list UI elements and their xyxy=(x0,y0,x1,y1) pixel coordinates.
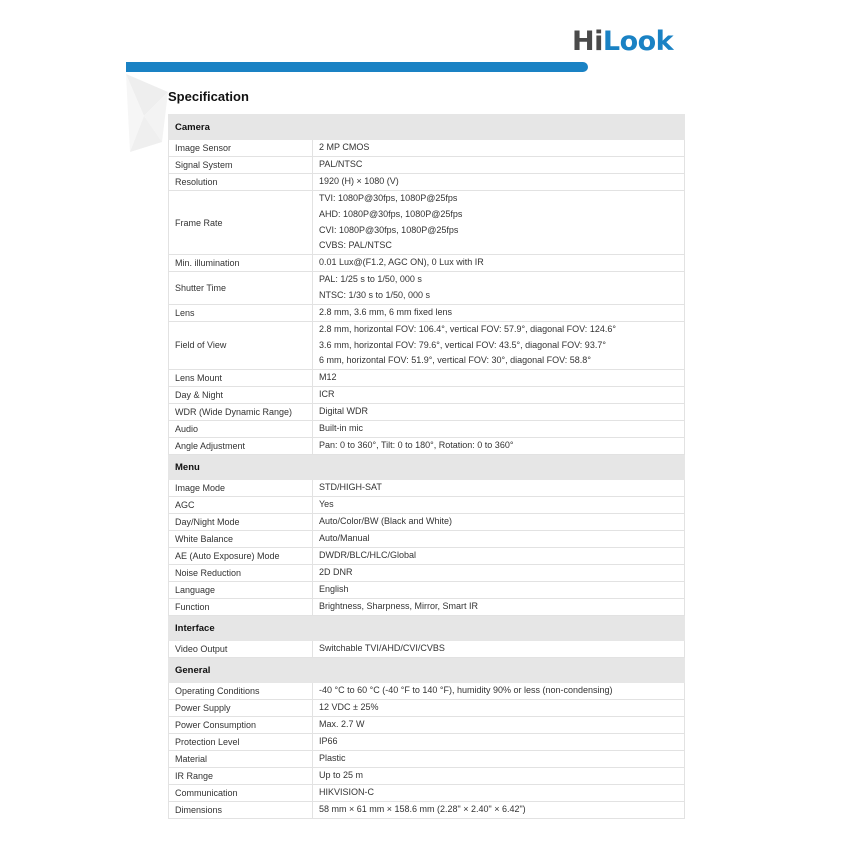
spec-value-line: 6 mm, horizontal FOV: 51.9°, vertical FOV: 30°, diagonal FOV: 58.8° xyxy=(319,355,591,366)
spec-key: Audio xyxy=(169,421,313,438)
section-header-interface xyxy=(169,616,685,641)
spec-key: AGC xyxy=(169,497,313,514)
spec-key: Field of View xyxy=(169,321,313,369)
spec-value-line: Auto/Manual xyxy=(319,533,370,544)
spec-table xyxy=(168,114,685,819)
table-row xyxy=(169,387,685,404)
spec-value xyxy=(313,582,685,599)
table-row xyxy=(169,438,685,455)
spec-key: Material xyxy=(169,751,313,768)
spec-value-line: 58 mm × 61 mm × 158.6 mm (2.28" × 2.40" × 6.42") xyxy=(319,804,526,815)
spec-key: Resolution xyxy=(169,174,313,191)
spec-value-line: AHD: 1080P@30fps, 1080P@25fps xyxy=(319,208,463,219)
spec-value-line: Max. 2.7 W xyxy=(319,719,365,730)
spec-value-line: 2.8 mm, 3.6 mm, 6 mm fixed lens xyxy=(319,306,453,317)
spec-key: WDR (Wide Dynamic Range) xyxy=(169,404,313,421)
spec-key: White Balance xyxy=(169,531,313,548)
spec-key: Function xyxy=(169,599,313,616)
spec-value xyxy=(313,751,685,768)
spec-value-line: Plastic xyxy=(319,753,346,764)
table-row xyxy=(169,700,685,717)
spec-value-line: M12 xyxy=(319,372,337,383)
table-row xyxy=(169,531,685,548)
spec-key: Min. illumination xyxy=(169,255,313,272)
spec-value-line: NTSC: 1/30 s to 1/50, 000 s xyxy=(319,289,431,300)
spec-value-line: Built-in mic xyxy=(319,423,364,434)
table-row xyxy=(169,370,685,387)
section-heading: Menu xyxy=(169,455,685,480)
spec-key: Angle Adjustment xyxy=(169,438,313,455)
spec-key: Communication xyxy=(169,785,313,802)
table-row xyxy=(169,599,685,616)
spec-value-line: ICR xyxy=(319,389,335,400)
spec-value-line: HIKVISION-C xyxy=(319,787,375,798)
spec-value xyxy=(313,191,685,255)
table-row xyxy=(169,255,685,272)
table-row xyxy=(169,421,685,438)
spec-value xyxy=(313,531,685,548)
logo-look: Look xyxy=(602,26,674,57)
spec-value-line: English xyxy=(319,584,349,595)
spec-key: Power Supply xyxy=(169,700,313,717)
spec-value-line: CVBS: PAL/NTSC xyxy=(319,240,392,251)
spec-key: Image Sensor xyxy=(169,140,313,157)
spec-value-line: IP66 xyxy=(319,736,338,747)
table-row xyxy=(169,304,685,321)
table-row xyxy=(169,157,685,174)
spec-value xyxy=(313,157,685,174)
table-row xyxy=(169,272,685,305)
spec-value-line: Pan: 0 to 360°, Tilt: 0 to 180°, Rotation: 0 to 360° xyxy=(319,440,514,451)
spec-key: Protection Level xyxy=(169,734,313,751)
section-heading: General xyxy=(169,658,685,683)
table-row xyxy=(169,641,685,658)
table-row xyxy=(169,802,685,819)
spec-key: Dimensions xyxy=(169,802,313,819)
spec-value xyxy=(313,734,685,751)
spec-value xyxy=(313,802,685,819)
spec-value-line: Digital WDR xyxy=(319,406,369,417)
spec-key: Lens xyxy=(169,304,313,321)
spec-key: Video Output xyxy=(169,641,313,658)
table-row xyxy=(169,140,685,157)
section-header-camera xyxy=(169,115,685,140)
spec-value xyxy=(313,421,685,438)
spec-key: Noise Reduction xyxy=(169,565,313,582)
header-accent-bar xyxy=(126,62,588,72)
table-row xyxy=(169,321,685,369)
spec-value xyxy=(313,140,685,157)
spec-value xyxy=(313,387,685,404)
table-row xyxy=(169,785,685,802)
table-row xyxy=(169,191,685,255)
table-row xyxy=(169,480,685,497)
spec-value-line: 3.6 mm, horizontal FOV: 79.6°, vertical FOV: 43.5°, diagonal FOV: 93.7° xyxy=(319,339,606,350)
brand-logo xyxy=(572,24,673,60)
spec-value xyxy=(313,438,685,455)
spec-value-line: -40 °C to 60 °C (-40 °F to 140 °F), humidity 90% or less (non-condensing) xyxy=(319,685,613,696)
spec-value xyxy=(313,785,685,802)
table-row xyxy=(169,404,685,421)
spec-value xyxy=(313,717,685,734)
spec-value-line: 1920 (H) × 1080 (V) xyxy=(319,176,399,187)
spec-value-line: Switchable TVI/AHD/CVI/CVBS xyxy=(319,643,445,654)
spec-value xyxy=(313,641,685,658)
spec-value xyxy=(313,321,685,369)
table-row xyxy=(169,768,685,785)
table-row xyxy=(169,717,685,734)
table-row xyxy=(169,565,685,582)
spec-key: Operating Conditions xyxy=(169,683,313,700)
table-row xyxy=(169,497,685,514)
spec-key: Image Mode xyxy=(169,480,313,497)
spec-key: Frame Rate xyxy=(169,191,313,255)
section-header-general xyxy=(169,658,685,683)
spec-value-line: Brightness, Sharpness, Mirror, Smart IR xyxy=(319,601,479,612)
spec-value xyxy=(313,599,685,616)
spec-value-line: PAL/NTSC xyxy=(319,159,363,170)
spec-key: Lens Mount xyxy=(169,370,313,387)
section-header-menu xyxy=(169,455,685,480)
spec-value xyxy=(313,255,685,272)
spec-key: Power Consumption xyxy=(169,717,313,734)
spec-value-line: 2.8 mm, horizontal FOV: 106.4°, vertical FOV: 57.9°, diagonal FOV: 124.6° xyxy=(319,323,616,334)
spec-value-line: 2D DNR xyxy=(319,567,353,578)
page-title: Specification xyxy=(168,89,249,104)
spec-value xyxy=(313,700,685,717)
spec-value-line: DWDR/BLC/HLC/Global xyxy=(319,550,417,561)
spec-key: Shutter Time xyxy=(169,272,313,305)
spec-value-line: CVI: 1080P@30fps, 1080P@25fps xyxy=(319,224,459,235)
spec-value-line: STD/HIGH-SAT xyxy=(319,482,382,493)
spec-key: Day/Night Mode xyxy=(169,514,313,531)
spec-value xyxy=(313,370,685,387)
logo-hi: Hi xyxy=(572,26,603,57)
table-row xyxy=(169,751,685,768)
spec-value-line: Auto/Color/BW (Black and White) xyxy=(319,516,453,527)
spec-value xyxy=(313,174,685,191)
spec-value xyxy=(313,565,685,582)
spec-key: AE (Auto Exposure) Mode xyxy=(169,548,313,565)
spec-value xyxy=(313,304,685,321)
spec-value-line: TVI: 1080P@30fps, 1080P@25fps xyxy=(319,193,458,203)
spec-value-line: 0.01 Lux@(F1.2, AGC ON), 0 Lux with IR xyxy=(319,257,484,268)
spec-value xyxy=(313,514,685,531)
section-heading: Interface xyxy=(169,616,685,641)
spec-value xyxy=(313,497,685,514)
spec-value-line: PAL: 1/25 s to 1/50, 000 s xyxy=(319,274,422,285)
spec-value xyxy=(313,768,685,785)
spec-value-line: 2 MP CMOS xyxy=(319,142,370,153)
table-row xyxy=(169,514,685,531)
spec-key: Language xyxy=(169,582,313,599)
spec-value xyxy=(313,548,685,565)
section-heading: Camera xyxy=(169,115,685,140)
spec-key: Signal System xyxy=(169,157,313,174)
table-row xyxy=(169,683,685,700)
spec-value-line: Yes xyxy=(319,499,334,510)
table-row xyxy=(169,174,685,191)
spec-value-line: Up to 25 m xyxy=(319,770,364,781)
spec-value xyxy=(313,272,685,305)
spec-key: Day & Night xyxy=(169,387,313,404)
spec-value xyxy=(313,404,685,421)
spec-value-line: 12 VDC ± 25% xyxy=(319,702,379,713)
spec-key: IR Range xyxy=(169,768,313,785)
spec-value xyxy=(313,683,685,700)
spec-value xyxy=(313,480,685,497)
table-row xyxy=(169,734,685,751)
table-row xyxy=(169,548,685,565)
table-row xyxy=(169,582,685,599)
